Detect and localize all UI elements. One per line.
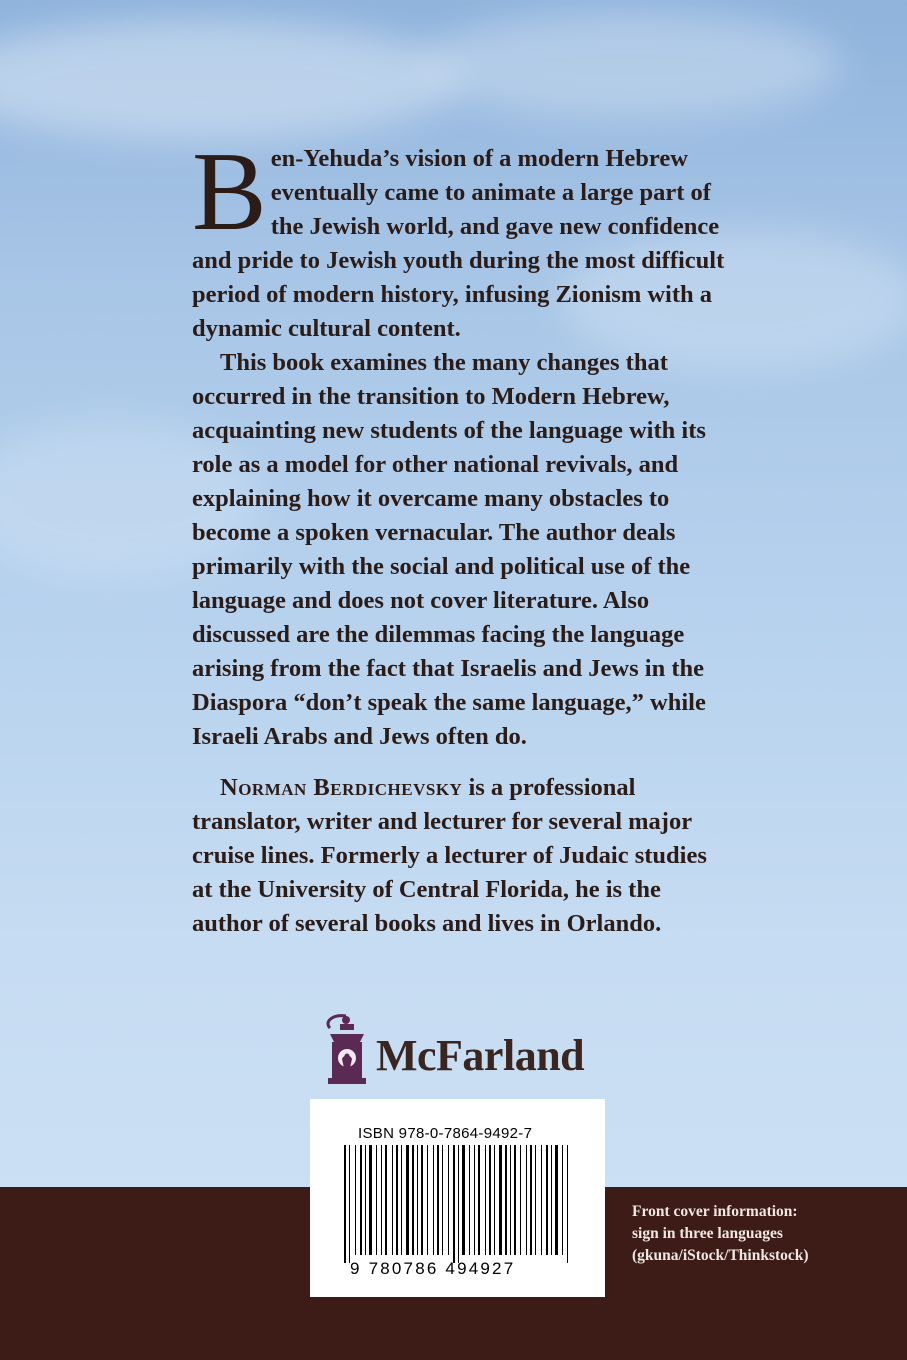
barcode-bar bbox=[562, 1145, 563, 1255]
barcode-bar bbox=[442, 1145, 443, 1255]
barcode-bar bbox=[510, 1145, 511, 1255]
barcode-bar bbox=[478, 1145, 480, 1255]
blurb-paragraph-1-text: en-Yehuda’s vision of a modern Hebrew eventually came to animate a large part of the Jewish world, and gave new confidence and pride to Jewish youth during the most difficult period of modern history, infusing Zionism with a dynamic cultural content. bbox=[192, 145, 725, 342]
barcode-bar bbox=[546, 1145, 548, 1255]
back-cover-blurb bbox=[192, 130, 732, 941]
sky-cloud bbox=[0, 20, 460, 140]
lantern-icon bbox=[316, 1012, 372, 1088]
barcode-bar bbox=[365, 1145, 366, 1255]
barcode-bar bbox=[526, 1145, 527, 1255]
barcode-bar bbox=[494, 1145, 495, 1255]
cover-credit bbox=[632, 1201, 872, 1267]
barcode-bar bbox=[433, 1145, 434, 1255]
barcode-bars bbox=[340, 1145, 575, 1263]
barcode-bar bbox=[376, 1145, 377, 1255]
author-name: Norman Berdichevsky bbox=[220, 774, 463, 801]
barcode-bar bbox=[514, 1145, 516, 1255]
blurb-paragraph-2: This book examines the many changes that occurred in the transition to Modern Hebrew, acquainting new students of the language with its role as a model for other national revivals, and explaining how it overcame many obstacles to become a spoken vernacular. The author deals primarily with the social and political use of the language and does not cover literature. Also discussed are the dilemmas facing the language arising from the fact that Israelis and Jews in the Diaspora “don’t speak the same language,” while Israeli Arabs and Jews often do. bbox=[192, 349, 706, 750]
barcode-bar bbox=[437, 1145, 439, 1255]
barcode-digits: 9 780786 494927 bbox=[350, 1259, 516, 1278]
barcode-bar bbox=[344, 1145, 346, 1263]
barcode-bar bbox=[474, 1145, 475, 1255]
barcode-bar bbox=[458, 1145, 459, 1263]
barcode-bar bbox=[448, 1145, 449, 1255]
barcode-bar bbox=[355, 1145, 356, 1255]
author-bio bbox=[192, 771, 732, 941]
sky-cloud bbox=[420, 10, 840, 120]
isbn-label: ISBN 978-0-7864-9492-7 bbox=[358, 1125, 533, 1142]
barcode-bar bbox=[392, 1145, 393, 1255]
barcode-bar bbox=[396, 1145, 398, 1255]
barcode-bar bbox=[520, 1145, 521, 1255]
barcode-bar bbox=[360, 1145, 362, 1255]
publisher-logo bbox=[316, 1012, 616, 1092]
barcode-bar bbox=[421, 1145, 423, 1255]
publisher-name: McFarland bbox=[376, 1031, 585, 1080]
barcode-bar bbox=[555, 1145, 558, 1255]
barcode-bar bbox=[412, 1145, 414, 1255]
isbn-barcode bbox=[310, 1099, 605, 1297]
barcode-bar bbox=[485, 1145, 486, 1255]
barcode-bar bbox=[385, 1145, 387, 1255]
barcode-bar bbox=[489, 1145, 491, 1255]
barcode-bar bbox=[417, 1145, 418, 1255]
barcode-bar bbox=[469, 1145, 470, 1255]
barcode-bar bbox=[369, 1145, 372, 1255]
barcode-bar bbox=[427, 1145, 428, 1255]
barcode-bar bbox=[453, 1145, 455, 1263]
barcode-bar bbox=[567, 1145, 568, 1263]
blurb-paragraph-1 bbox=[192, 130, 732, 346]
barcode-bar bbox=[530, 1145, 532, 1255]
barcode-bar bbox=[499, 1145, 502, 1255]
barcode-bar bbox=[401, 1145, 402, 1255]
barcode-bar bbox=[381, 1145, 382, 1255]
barcode-bar bbox=[541, 1145, 542, 1255]
barcode-bar bbox=[349, 1145, 350, 1263]
barcode-bar bbox=[505, 1145, 507, 1255]
author-bio-text: is a professional translator, writer and lecturer for several major cruise lines. Formerly a lecturer of Judaic studies at the University of Central Florida, he is the author of several books and lives in Orlando. bbox=[192, 774, 707, 937]
credit-line-3: (gkuna/iStock/Thinkstock) bbox=[632, 1247, 809, 1264]
credit-line-2: sign in three languages bbox=[632, 1225, 783, 1242]
barcode-bar bbox=[462, 1145, 465, 1255]
barcode-bar bbox=[551, 1145, 552, 1255]
barcode-bar bbox=[535, 1145, 536, 1255]
credit-line-1: Front cover information: bbox=[632, 1203, 798, 1220]
drop-cap: B bbox=[192, 130, 267, 254]
barcode-bar bbox=[406, 1145, 409, 1255]
